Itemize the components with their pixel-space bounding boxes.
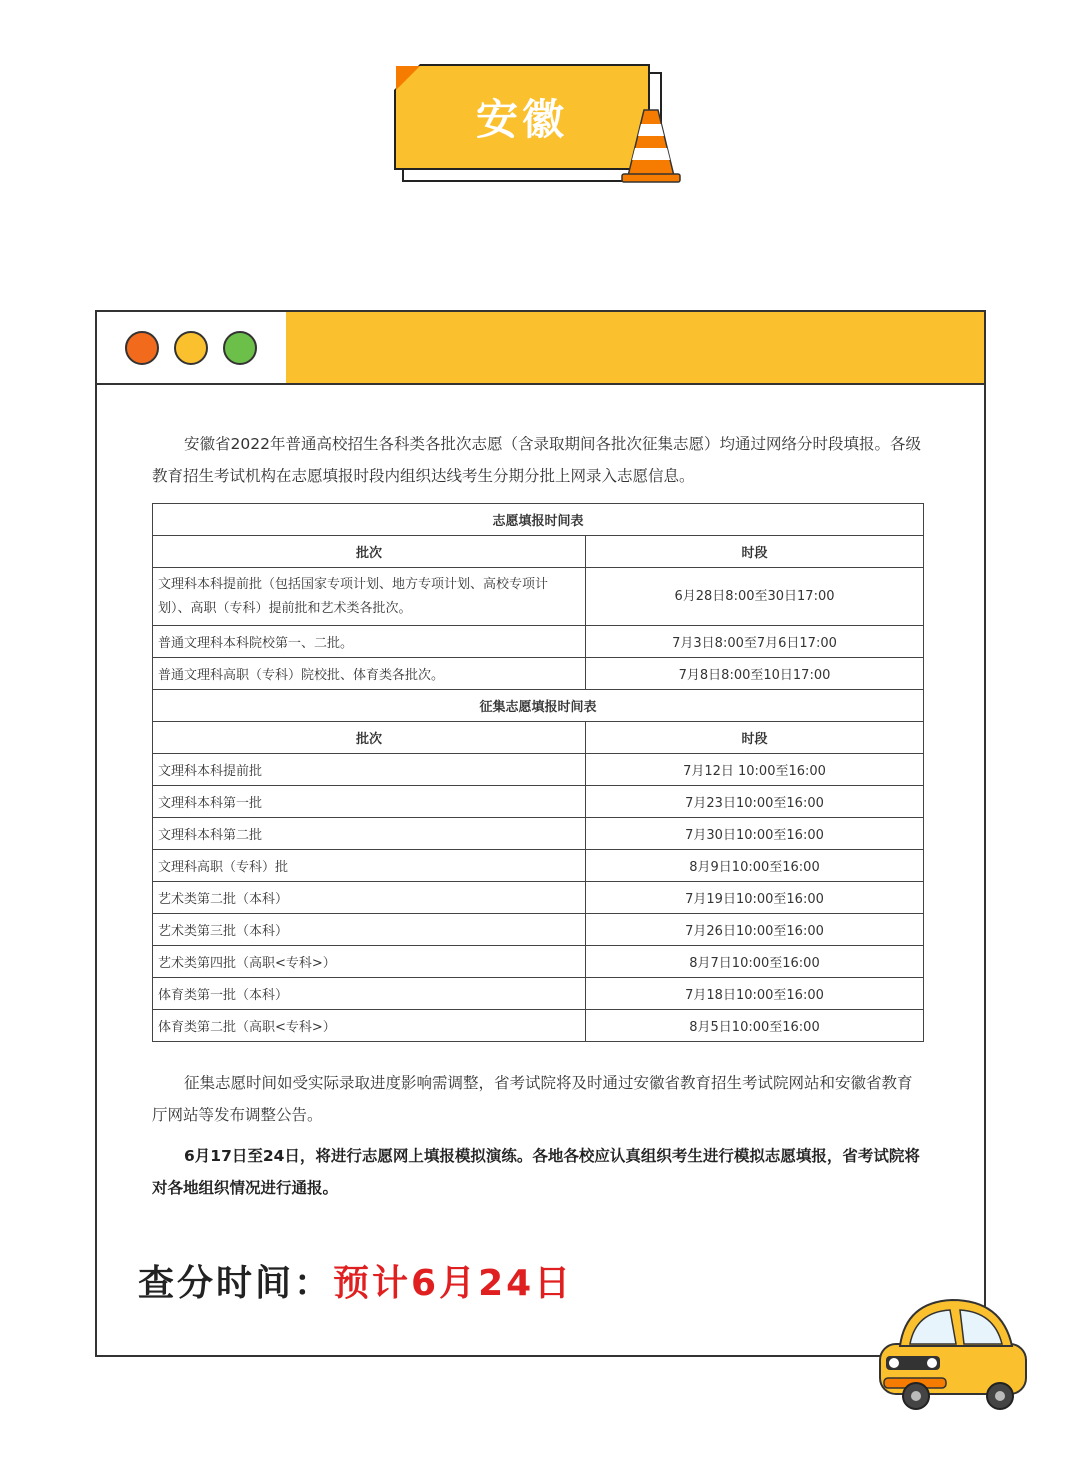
time-cell: 7月30日10:00至16:00 <box>586 818 924 850</box>
table1-title: 志愿填报时间表 <box>153 504 924 536</box>
traffic-cone-icon <box>620 104 682 186</box>
drill-paragraph: 6月17日至24日，将进行志愿网上填报模拟演练。各地各校应认真组织考生进行模拟志愿填报，省考试院将对各地组织情况进行通报。 <box>152 1147 920 1197</box>
batch-cell: 体育类第一批（本科） <box>153 978 586 1010</box>
table-row <box>153 1010 924 1042</box>
table2-header-time: 时段 <box>586 722 924 754</box>
table-row <box>153 658 924 690</box>
table-row <box>153 786 924 818</box>
score-time <box>138 1255 573 1306</box>
table-row <box>153 818 924 850</box>
batch-cell: 文理科本科第一批 <box>153 786 586 818</box>
batch-cell: 文理科高职（专科）批 <box>153 850 586 882</box>
table1-header-batch: 批次 <box>153 536 586 568</box>
table-row <box>153 946 924 978</box>
schedule-table <box>152 503 924 1042</box>
table1-header-time: 时段 <box>586 536 924 568</box>
table2-title-row <box>153 690 924 722</box>
table2-header-row <box>153 722 924 754</box>
page-title: 安徽 <box>475 95 568 144</box>
time-cell: 6月28日8:00至30日17:00 <box>586 568 924 626</box>
titlebar-accent <box>286 312 984 383</box>
time-cell: 7月19日10:00至16:00 <box>586 882 924 914</box>
time-cell: 7月23日10:00至16:00 <box>586 786 924 818</box>
table-row <box>153 754 924 786</box>
score-time-label: 查分时间： <box>138 1263 334 1304</box>
table1-header-row <box>153 536 924 568</box>
table-row <box>153 568 924 626</box>
time-cell: 7月26日10:00至16:00 <box>586 914 924 946</box>
time-cell: 7月8日8:00至10日17:00 <box>586 658 924 690</box>
note-paragraph: 征集志愿时间如受实际录取进度影响需调整，省考试院将及时通过安徽省教育招生考试院网站和安徽省教育厅网站等发布调整公告。 <box>152 1074 913 1124</box>
table2-header-batch: 批次 <box>153 722 586 754</box>
batch-cell: 体育类第二批（高职<专科>） <box>153 1010 586 1042</box>
yellow-dot-icon <box>174 331 208 365</box>
table1-title-row <box>153 504 924 536</box>
time-cell: 8月9日10:00至16:00 <box>586 850 924 882</box>
batch-cell: 艺术类第三批（本科） <box>153 914 586 946</box>
batch-cell: 普通文理科高职（专科）院校批、体育类各批次。 <box>153 658 586 690</box>
batch-cell: 文理科本科提前批（包括国家专项计划、地方专项计划、高校专项计划）、高职（专科）提前批和艺术类各批次。 <box>153 568 586 626</box>
table-row <box>153 882 924 914</box>
table-row <box>153 914 924 946</box>
time-cell: 8月5日10:00至16:00 <box>586 1010 924 1042</box>
intro-paragraph: 安徽省2022年普通高校招生各科类各批次志愿（含录取期间各批次征集志愿）均通过网络分时段填报。各级教育招生考试机构在志愿填报时段内组织达线考生分期分批上网录入志愿信息。 <box>152 435 921 485</box>
table-row <box>153 850 924 882</box>
batch-cell: 艺术类第二批（本科） <box>153 882 586 914</box>
score-time-value: 预计6月24日 <box>333 1263 574 1304</box>
table-row <box>153 626 924 658</box>
batch-cell: 普通文理科本科院校第一、二批。 <box>153 626 586 658</box>
table2-title: 征集志愿填报时间表 <box>153 690 924 722</box>
batch-cell: 文理科本科提前批 <box>153 754 586 786</box>
green-dot-icon <box>223 331 257 365</box>
table-row <box>153 978 924 1010</box>
batch-cell: 艺术类第四批（高职<专科>） <box>153 946 586 978</box>
time-cell: 7月3日8:00至7月6日17:00 <box>586 626 924 658</box>
time-cell: 8月7日10:00至16:00 <box>586 946 924 978</box>
time-cell: 7月12日 10:00至16:00 <box>586 754 924 786</box>
time-cell: 7月18日10:00至16:00 <box>586 978 924 1010</box>
red-dot-icon <box>125 331 159 365</box>
window-titlebar <box>97 312 984 385</box>
batch-cell: 文理科本科第二批 <box>153 818 586 850</box>
yellow-car-icon <box>872 1292 1032 1412</box>
